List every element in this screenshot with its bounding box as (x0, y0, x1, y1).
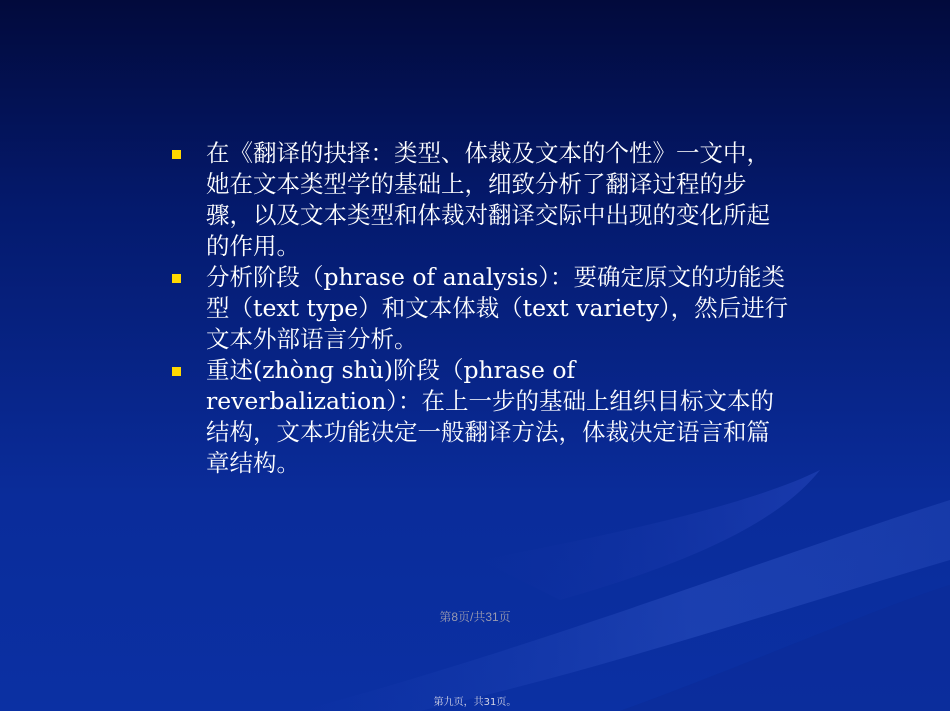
bullet-list (168, 138, 793, 479)
bullet-item (168, 138, 793, 262)
bullet-square-icon (172, 274, 181, 283)
bullet-text: 在《翻译的抉择：类型、体裁及文本的个性》一文中，她在文本类型学的基础上，细致分析了翻译过程的步骤，以及文本类型和体裁对翻译交际中出现的变化所起的作用。 (206, 139, 770, 260)
bullet-text: 分析阶段（phrase of analysis）：要确定原文的功能类型（text type）和文本体裁（text variety），然后进行文本外部语言分析。 (206, 263, 789, 353)
bullet-item (168, 262, 793, 355)
bullet-square-icon (172, 367, 181, 376)
bullet-text: 重述(zhònɡ shù)阶段（phrase of reverbalization）：在上一步的基础上组织目标文本的结构，文本功能决定一般翻译方法，体裁决定语言和篇章结构。 (206, 356, 775, 477)
bullet-square-icon (172, 150, 181, 159)
bullet-item (168, 355, 793, 479)
footer-note: 第九页，共31页。 (433, 697, 517, 708)
page-indicator: 第8页/共31页 (439, 610, 511, 624)
